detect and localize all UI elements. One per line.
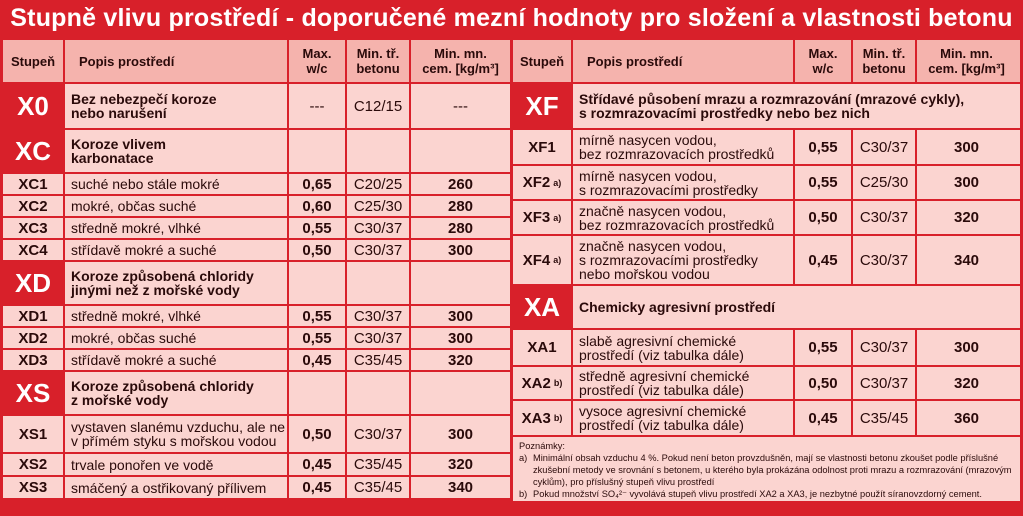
row-description: středně mokré, vlhké	[65, 306, 289, 326]
header-stupen: Stupeň	[513, 40, 573, 82]
table-row	[3, 238, 510, 260]
row-description: mokré, občas suché	[65, 196, 289, 216]
row-description: slabě agresivní chemické prostředí (viz tabulka dále)	[573, 330, 795, 365]
blank-cell	[411, 262, 510, 304]
table-header	[3, 40, 510, 82]
row-code: XA3 b)	[513, 401, 573, 435]
table-row	[3, 475, 510, 498]
min-cement: 300	[953, 138, 980, 156]
group-row-x0	[3, 82, 510, 128]
min-cement: 300	[953, 174, 980, 191]
header-cem: Min. mn. cem. [kg/m³]	[422, 46, 499, 76]
group-description: Chemicky agresivní prostředí	[579, 299, 776, 315]
group-description: Střídavé působení mrazu a rozmrazování (mrazové cykly), s rozmrazovacími prostředky nebo bez nich	[579, 91, 965, 121]
table-header	[513, 40, 1020, 82]
min-cement: 260	[447, 175, 474, 193]
max-wc: 0,45	[289, 454, 347, 475]
group-row-xf	[513, 82, 1020, 128]
max-wc: 0,50	[795, 367, 853, 399]
row-description: smáčený a ostřikovaný přílivem	[65, 477, 289, 498]
min-cement: ---	[453, 97, 468, 115]
row-description: vysoce agresivní chemické prostředí (viz tabulka dále)	[573, 401, 795, 435]
row-code: XC3	[3, 218, 65, 238]
row-description: mírně nasycen vodou, bez rozmrazovacích prostředků	[573, 130, 795, 164]
blank-cell	[411, 130, 510, 172]
min-class: C30/37	[853, 236, 917, 284]
row-code: XF4 a)	[513, 236, 573, 284]
note-b	[519, 488, 1014, 500]
min-class: C20/25	[347, 174, 411, 194]
table-row	[3, 452, 510, 475]
table-row	[513, 234, 1020, 284]
right-table	[513, 40, 1020, 501]
min-class: C30/37	[853, 330, 917, 365]
row-code: XS2	[3, 454, 65, 475]
row-code: XC2	[3, 196, 65, 216]
group-description: Koroze způsobená chloridy jinými než z mořské vody	[65, 262, 289, 304]
min-cement: 280	[447, 219, 474, 237]
table-row	[3, 414, 510, 452]
group-code: XA	[513, 286, 573, 328]
table-row	[3, 326, 510, 348]
min-class: C30/37	[347, 306, 411, 326]
group-row-xa	[513, 284, 1020, 328]
max-wc: 0,50	[289, 416, 347, 452]
row-code: XF1	[513, 130, 573, 164]
row-description: suché nebo stále mokré	[65, 174, 289, 194]
max-wc: 0,45	[289, 350, 347, 370]
row-description: mírně nasycen vodou, s rozmrazovacími prostředky	[573, 166, 795, 199]
min-class: C35/45	[347, 477, 411, 498]
table-row	[513, 164, 1020, 199]
row-description: středně agresivní chemické prostředí (viz tabulka dále)	[573, 367, 795, 399]
min-class: C25/30	[347, 196, 411, 216]
min-class: C12/15	[347, 84, 411, 128]
row-description: značně nasycen vodou, bez rozmrazovacích prostředků	[573, 201, 795, 234]
row-description: střídavě mokré a suché	[65, 350, 289, 370]
max-wc: 0,45	[795, 236, 853, 284]
row-code: XS3	[3, 477, 65, 498]
header-stupen: Stupeň	[3, 40, 65, 82]
min-class: C25/30	[853, 166, 917, 199]
row-code: XD2	[3, 328, 65, 348]
min-class: C30/37	[853, 201, 917, 234]
header-trida: Min. tř. betonu	[853, 40, 917, 82]
header-trida: Min. tř. betonu	[347, 40, 411, 82]
min-class: C30/37	[853, 367, 917, 399]
max-wc: 0,55	[795, 330, 853, 365]
note-text: Minimální obsah vzduchu 4 %. Pokud není beton provzdušněn, mají se vlastnosti betonu zkoušet podle příslušné zkušební metody ve srovnání s betonem, u kterého byla prokázána odolnost proti mrazu a rozmrazování (mrazovým cyklům), pro příslušný stupeň vlivu prostředí	[533, 453, 1012, 487]
row-code: XF3 a)	[513, 201, 573, 234]
notes	[513, 435, 1020, 501]
min-class: C30/37	[347, 218, 411, 238]
max-wc: 0,55	[289, 218, 347, 238]
max-wc: 0,65	[289, 174, 347, 194]
table-row	[3, 304, 510, 326]
group-description: Koroze způsobená chloridy z mořské vody	[65, 372, 289, 414]
table-row	[513, 328, 1020, 365]
row-code: XC1	[3, 174, 65, 194]
min-class: C30/37	[347, 416, 411, 452]
min-cement: 300	[953, 339, 980, 356]
header-wc: Max. w/c	[289, 40, 347, 82]
notes-heading: Poznámky:	[519, 441, 565, 451]
min-cement: 320	[953, 209, 980, 226]
group-code: XS	[3, 372, 65, 414]
blank-cell	[347, 262, 411, 304]
note-text: Pokud množství SO₄²⁻ vyvolává stupeň vlivu prostředí XA2 a XA3, je nezbytné použít síranovzdorný cement.	[533, 489, 982, 499]
row-code: XS1	[3, 416, 65, 452]
table-row	[3, 348, 510, 370]
min-cement: 280	[447, 197, 474, 215]
table-row	[3, 216, 510, 238]
header-popis: Popis prostředí	[573, 40, 795, 82]
row-code: XA1	[513, 330, 573, 365]
min-cement: 320	[447, 351, 474, 369]
page-title: Stupně vlivu prostředí - doporučené mezní hodnoty pro složení a vlastnosti betonu	[10, 4, 1013, 32]
max-wc: 0,55	[289, 328, 347, 348]
row-description: vystaven slanému vzduchu, ale ne v přímém styku s mořskou vodou	[65, 416, 289, 452]
max-wc: 0,45	[795, 401, 853, 435]
row-description: střídavě mokré a suché	[65, 240, 289, 260]
max-wc: 0,55	[289, 306, 347, 326]
row-code: XD3	[3, 350, 65, 370]
min-cement: 300	[447, 329, 474, 347]
left-table	[3, 40, 510, 498]
row-description: trvale ponořen ve vodě	[65, 454, 289, 475]
row-description: mokré, občas suché	[65, 328, 289, 348]
max-wc: 0,60	[289, 196, 347, 216]
blank-cell	[411, 372, 510, 414]
blank-cell	[347, 372, 411, 414]
group-description: Koroze vlivem karbonatace	[65, 130, 289, 172]
min-class: C35/45	[853, 401, 917, 435]
header-wc: Max. w/c	[795, 40, 853, 82]
header-cem: Min. mn. cem. [kg/m³]	[928, 46, 1005, 76]
table-row	[513, 399, 1020, 435]
min-class: C30/37	[347, 240, 411, 260]
min-cement: 300	[447, 241, 474, 259]
table-row	[3, 194, 510, 216]
min-cement: 320	[447, 456, 474, 473]
group-row-xs	[3, 370, 510, 414]
min-cement: 340	[447, 479, 474, 496]
group-row-xd	[3, 260, 510, 304]
min-class: C35/45	[347, 350, 411, 370]
min-cement: 340	[953, 251, 980, 269]
min-cement: 300	[447, 307, 474, 325]
blank-cell	[289, 372, 347, 414]
min-cement: 320	[953, 374, 980, 392]
min-cement: 300	[447, 425, 474, 443]
table-row	[3, 172, 510, 194]
min-class: C30/37	[853, 130, 917, 164]
row-code: XC4	[3, 240, 65, 260]
row-code: XD1	[3, 306, 65, 326]
blank-cell	[289, 130, 347, 172]
group-code: XF	[513, 84, 573, 128]
group-description: Bez nebezpečí koroze nebo narušení	[65, 84, 289, 128]
header-popis: Popis prostředí	[65, 40, 289, 82]
row-code: XF2 a)	[513, 166, 573, 199]
group-row-xc	[3, 128, 510, 172]
max-wc: 0,50	[289, 240, 347, 260]
group-code: XD	[3, 262, 65, 304]
table-row	[513, 128, 1020, 164]
group-code: XC	[3, 130, 65, 172]
max-wc: 0,50	[795, 201, 853, 234]
row-description: značně nasycen vodou, s rozmrazovacími prostředky nebo mořskou vodou	[573, 236, 795, 284]
blank-cell	[289, 262, 347, 304]
max-wc: ---	[289, 84, 347, 128]
max-wc: 0,55	[795, 166, 853, 199]
max-wc: 0,55	[795, 130, 853, 164]
row-code: XA2 b)	[513, 367, 573, 399]
note-label: a)	[519, 453, 528, 463]
note-label: b)	[519, 489, 528, 499]
min-cement: 360	[953, 409, 980, 427]
note-a	[519, 452, 1014, 488]
max-wc: 0,45	[289, 477, 347, 498]
row-description: středně mokré, vlhké	[65, 218, 289, 238]
group-code: X0	[3, 84, 65, 128]
min-class: C30/37	[347, 328, 411, 348]
table-row	[513, 365, 1020, 399]
blank-cell	[347, 130, 411, 172]
min-class: C35/45	[347, 454, 411, 475]
table-row	[513, 199, 1020, 234]
